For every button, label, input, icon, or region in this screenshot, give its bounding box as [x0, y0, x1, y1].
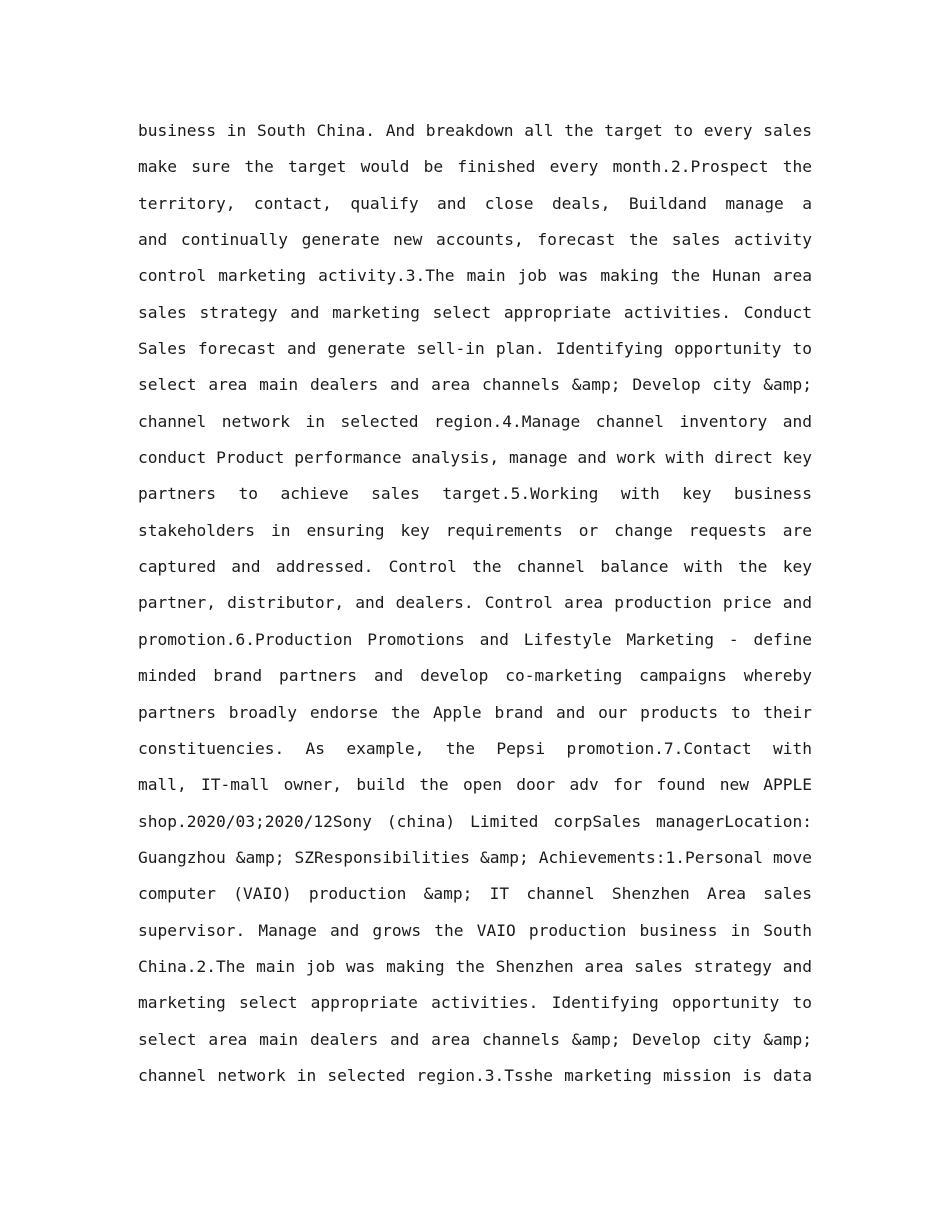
- text-line: sales strategy and marketing select appropriate activities. Conduct: [138, 302, 812, 322]
- text-line: shop.2020/03;2020/12Sony (china) Limited corpSales managerLocation:: [138, 811, 812, 831]
- text-line: computer (VAIO) production &amp; IT channel Shenzhen Area sales: [138, 884, 812, 904]
- text-line: channel network in selected region.4.Manage channel inventory and: [138, 411, 812, 431]
- text-line: channel network in selected region.3.Tsshe marketing mission is data: [138, 1065, 812, 1085]
- text-line: and continually generate new accounts, forecast the sales activity: [138, 230, 812, 250]
- text-line: mall, IT-mall owner, build the open door adv for found new APPLE: [138, 775, 812, 795]
- body-text: [138, 113, 812, 1094]
- text-line: constituencies. As example, the Pepsi promotion.7.Contact with: [138, 738, 812, 758]
- text-line: captured and addressed. Control the channel balance with the key: [138, 557, 812, 577]
- text-line: marketing select appropriate activities. Identifying opportunity to: [138, 993, 812, 1013]
- text-line: conduct Product performance analysis, manage and work with direct key: [138, 448, 812, 468]
- text-line: control marketing activity.3.The main job was making the Hunan area: [138, 266, 812, 286]
- text-line: Guangzhou &amp; SZResponsibilities &amp; Achievements:1.Personal move: [138, 847, 812, 867]
- text-line: stakeholders in ensuring key requirements or change requests are: [138, 520, 812, 540]
- text-line: business in South China. And breakdown all the target to every sales: [138, 121, 812, 140]
- text-line: make sure the target would be finished every month.2.Prospect the: [138, 157, 812, 177]
- text-line: promotion.6.Production Promotions and Lifestyle Marketing - define: [138, 629, 812, 649]
- text-line: territory, contact, qualify and close deals, Buildand manage a: [138, 193, 812, 213]
- text-line: partners broadly endorse the Apple brand and our products to their: [138, 702, 812, 722]
- text-line: select area main dealers and area channels &amp; Develop city &amp;: [138, 375, 812, 395]
- text-line: China.2.The main job was making the Shenzhen area sales strategy and: [138, 956, 812, 976]
- text-line: select area main dealers and area channels &amp; Develop city &amp;: [138, 1029, 812, 1049]
- text-line: partners to achieve sales target.5.Working with key business: [138, 484, 812, 504]
- text-line: Sales forecast and generate sell-in plan. Identifying opportunity to: [138, 339, 812, 359]
- text-line: supervisor. Manage and grows the VAIO production business in South: [138, 920, 812, 940]
- text-line: partner, distributor, and dealers. Control area production price and: [138, 593, 812, 613]
- text-line: minded brand partners and develop co-marketing campaigns whereby: [138, 666, 812, 686]
